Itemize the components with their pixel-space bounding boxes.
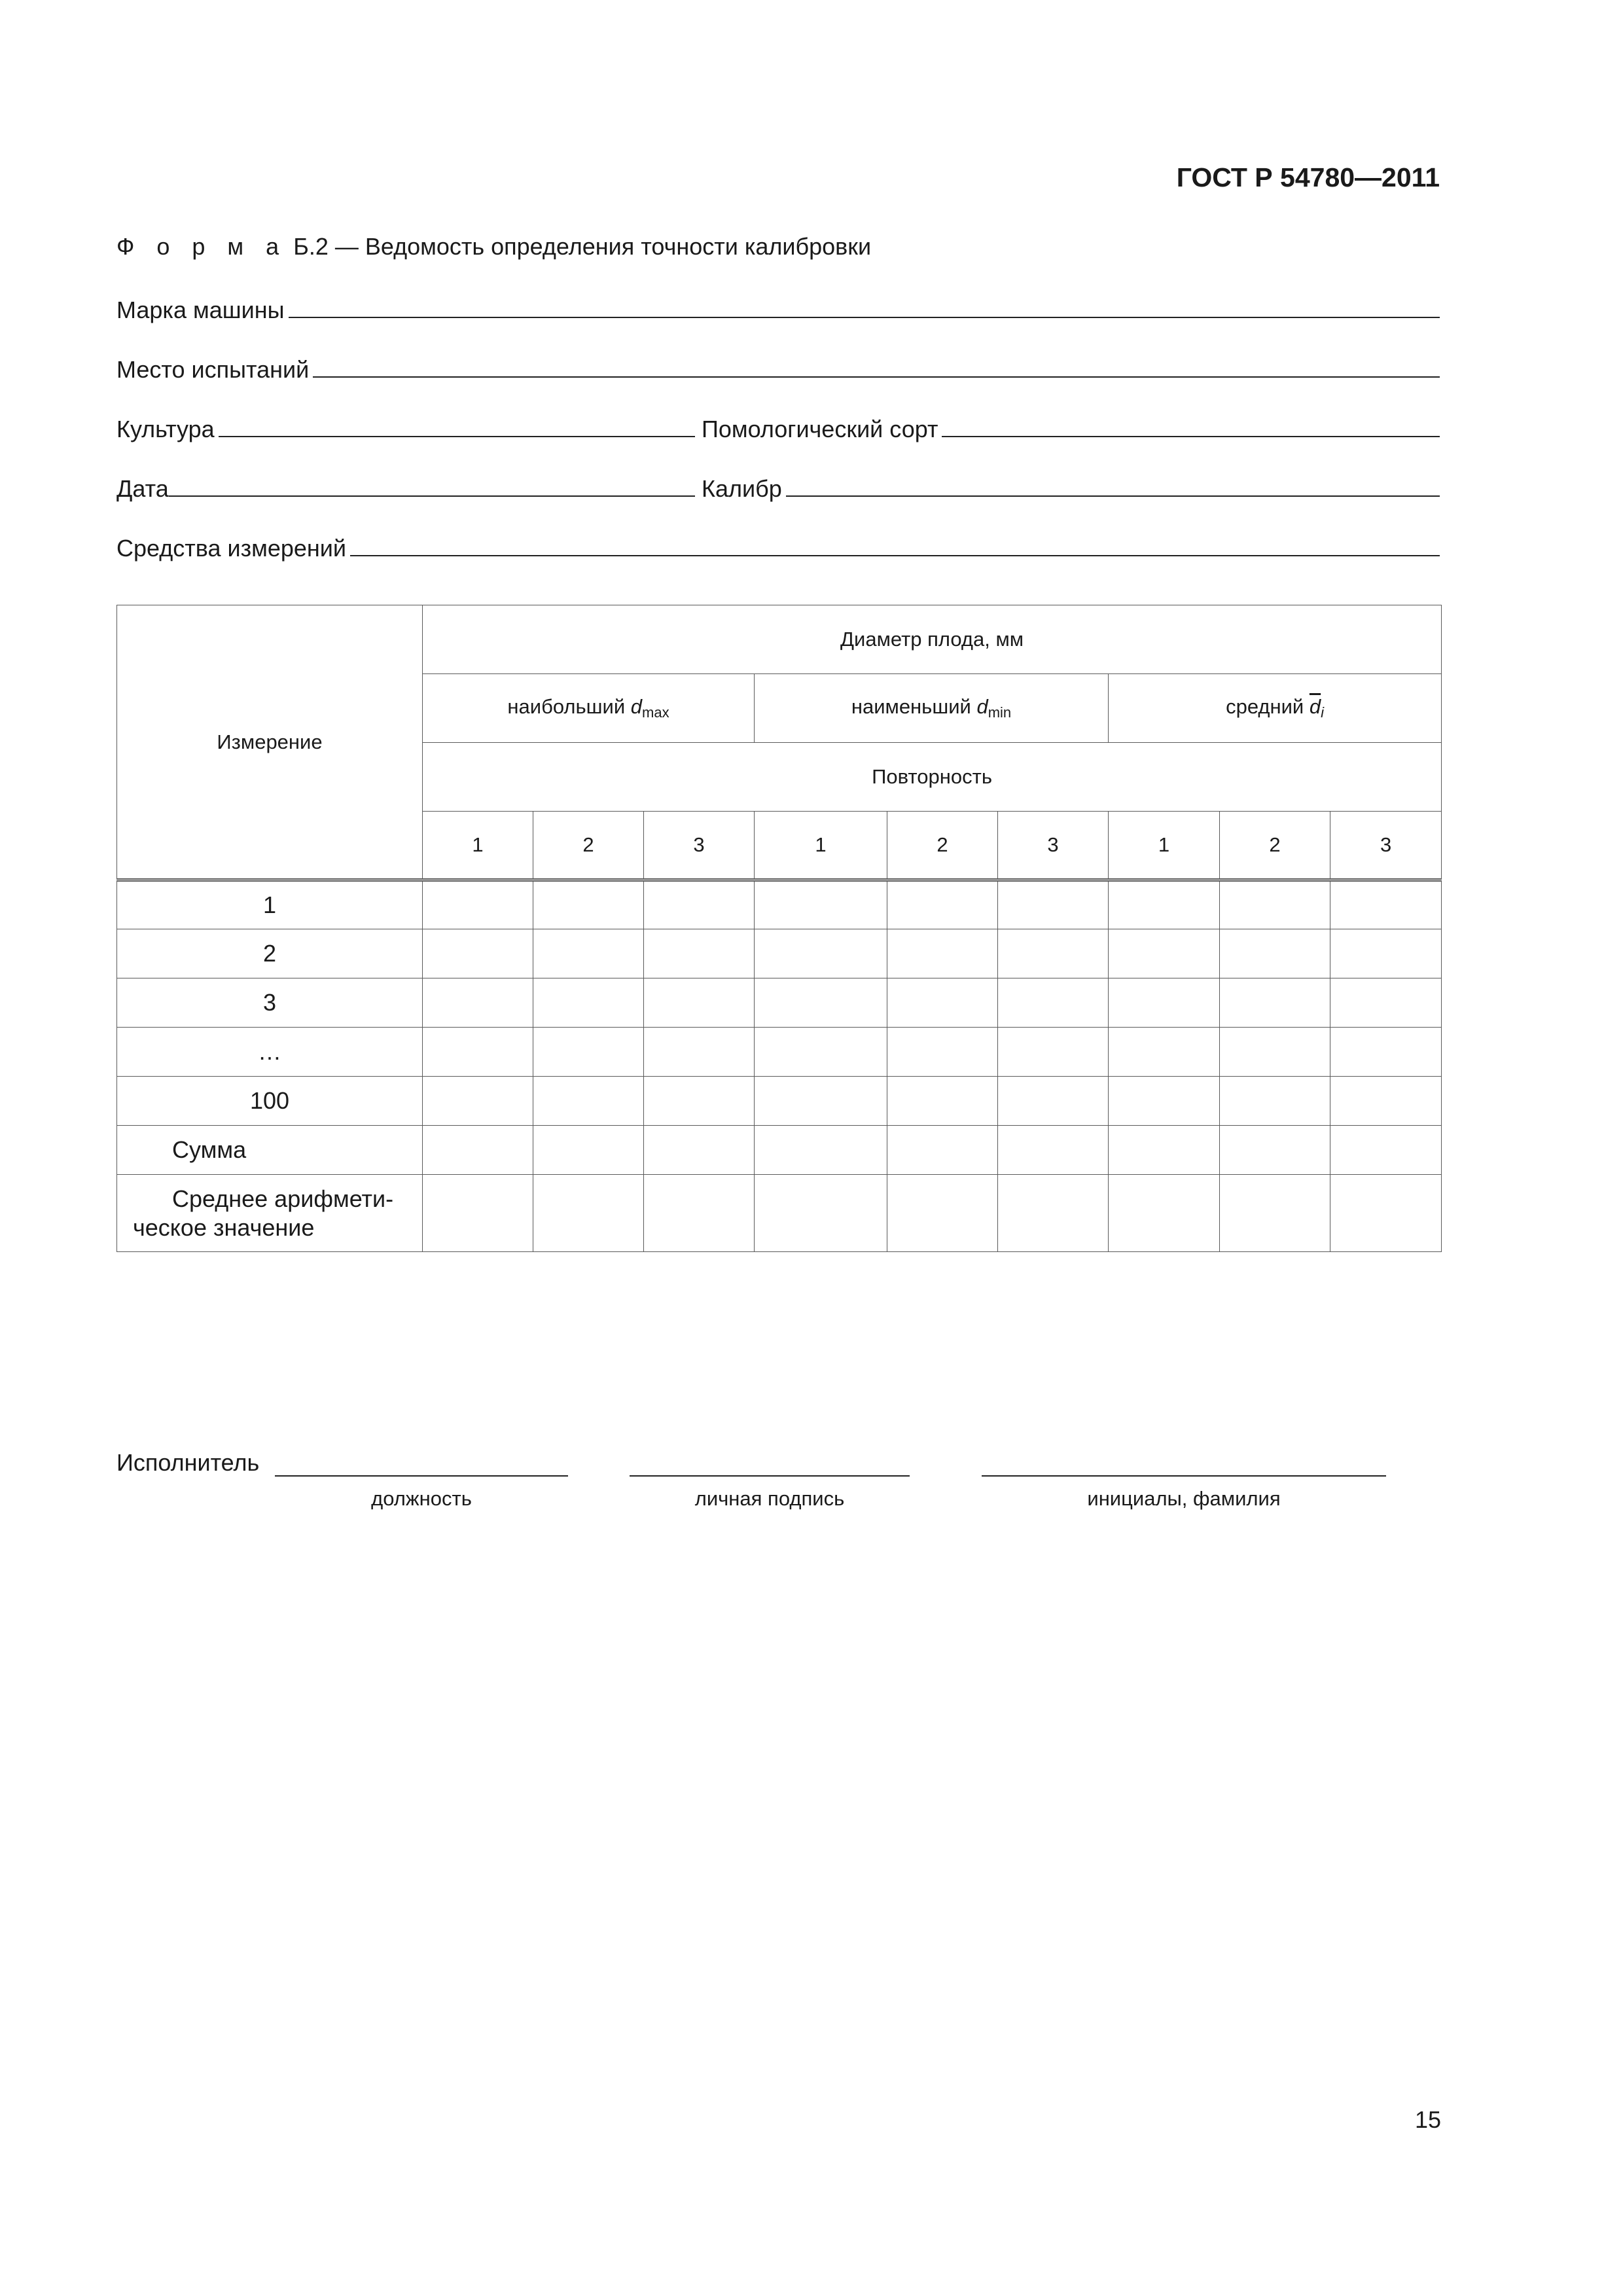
input-cell[interactable]: [755, 1077, 887, 1126]
rep-number: 3: [644, 812, 755, 880]
input-cell[interactable]: [1330, 929, 1442, 978]
input-cell[interactable]: [423, 880, 533, 929]
table-row-mean: [117, 1175, 1442, 1252]
input-cell[interactable]: [533, 1126, 644, 1175]
input-cell[interactable]: [1109, 1028, 1220, 1077]
input-cell[interactable]: [1330, 1175, 1442, 1252]
table-row: [117, 880, 1442, 929]
rep-number: 1: [423, 812, 533, 880]
input-cell[interactable]: [998, 1175, 1109, 1252]
row-label: 3: [117, 978, 423, 1028]
form-title-text: Б.2 — Ведомость определения точности калибровки: [287, 233, 872, 260]
input-cell[interactable]: [755, 929, 887, 978]
header-max: [423, 674, 755, 743]
row-label: …: [117, 1028, 423, 1077]
field-place-line: [313, 376, 1440, 378]
field-brand-line: [289, 317, 1440, 318]
field-variety-label: Помологический сорт: [702, 416, 938, 442]
executor-label: Исполнитель: [116, 1449, 260, 1476]
input-cell[interactable]: [1220, 1175, 1330, 1252]
header-avg-sub: i: [1321, 704, 1325, 721]
input-cell[interactable]: [1109, 1126, 1220, 1175]
input-cell[interactable]: [887, 1028, 998, 1077]
input-cell[interactable]: [533, 880, 644, 929]
header-min-label: наименьший: [851, 695, 971, 718]
input-cell[interactable]: [887, 1126, 998, 1175]
field-tools: [116, 528, 1440, 560]
input-cell[interactable]: [998, 1126, 1109, 1175]
input-cell[interactable]: [887, 1175, 998, 1252]
input-cell[interactable]: [755, 1175, 887, 1252]
input-cell[interactable]: [1330, 880, 1442, 929]
rep-number: 2: [1220, 812, 1330, 880]
input-cell[interactable]: [887, 880, 998, 929]
rep-number: 2: [533, 812, 644, 880]
field-brand-label: Марка машины: [116, 296, 285, 323]
input-cell[interactable]: [1109, 1175, 1220, 1252]
input-cell[interactable]: [644, 1126, 755, 1175]
input-cell[interactable]: [755, 978, 887, 1028]
input-cell[interactable]: [533, 929, 644, 978]
input-cell[interactable]: [1330, 1028, 1442, 1077]
field-culture: [116, 408, 695, 441]
input-cell[interactable]: [887, 929, 998, 978]
input-cell[interactable]: [644, 880, 755, 929]
rep-number: 2: [887, 812, 998, 880]
field-variety: [702, 408, 1440, 441]
form-title: [116, 233, 871, 260]
field-tools-label: Средства измерений: [116, 535, 347, 562]
field-date-label: Дата: [116, 475, 169, 502]
field-caliber: [702, 468, 1440, 501]
row-label: 2: [117, 929, 423, 978]
position-line: [275, 1475, 568, 1477]
input-cell[interactable]: [533, 1028, 644, 1077]
rep-number: 3: [1330, 812, 1442, 880]
input-cell[interactable]: [1109, 1077, 1220, 1126]
input-cell[interactable]: [998, 1077, 1109, 1126]
table-row: [117, 929, 1442, 978]
row-label: 100: [117, 1077, 423, 1126]
field-brand: [116, 289, 1440, 322]
rep-number: 1: [1109, 812, 1220, 880]
input-cell[interactable]: [887, 978, 998, 1028]
input-cell[interactable]: [1220, 1077, 1330, 1126]
input-cell[interactable]: [998, 880, 1109, 929]
input-cell[interactable]: [533, 978, 644, 1028]
input-cell[interactable]: [1220, 929, 1330, 978]
header-measurement: Измерение: [117, 605, 423, 880]
input-cell[interactable]: [1220, 1126, 1330, 1175]
header-avg-label: средний: [1226, 695, 1304, 718]
name-line: [982, 1475, 1386, 1477]
input-cell[interactable]: [998, 929, 1109, 978]
row-label-sum: Сумма: [117, 1126, 423, 1175]
header-avg-symbol: $\overline{d}$: [1309, 695, 1321, 718]
input-cell[interactable]: [1109, 978, 1220, 1028]
input-cell[interactable]: [423, 978, 533, 1028]
header-min-symbol: d: [976, 695, 988, 718]
input-cell[interactable]: [644, 1028, 755, 1077]
form-word: Ф о р м а: [116, 233, 287, 260]
input-cell[interactable]: [755, 880, 887, 929]
input-cell[interactable]: [1330, 1077, 1442, 1126]
calibration-table: [116, 605, 1442, 1252]
table-row: [117, 1028, 1442, 1077]
field-tools-line: [350, 555, 1440, 556]
page-number: 15: [1414, 2106, 1441, 2133]
input-cell[interactable]: [423, 929, 533, 978]
name-caption: инициалы, фамилия: [1087, 1487, 1281, 1510]
input-cell[interactable]: [423, 1028, 533, 1077]
field-date: [116, 468, 695, 501]
signature-caption: личная подпись: [694, 1487, 845, 1510]
input-cell[interactable]: [644, 978, 755, 1028]
input-cell[interactable]: [998, 978, 1109, 1028]
field-caliber-line: [786, 495, 1440, 497]
header-diameter: Диаметр плода, мм: [423, 605, 1442, 674]
header-min-sub: min: [988, 704, 1012, 721]
input-cell[interactable]: [533, 1077, 644, 1126]
input-cell[interactable]: [644, 1175, 755, 1252]
table-row: [117, 1077, 1442, 1126]
rep-number: 3: [998, 812, 1109, 880]
rep-number: 1: [755, 812, 887, 880]
header-max-symbol: d: [630, 695, 643, 718]
position-caption: должность: [371, 1487, 472, 1510]
table-row-sum: [117, 1126, 1442, 1175]
input-cell[interactable]: [1330, 1126, 1442, 1175]
field-caliber-label: Калибр: [702, 475, 782, 502]
table-row: [117, 978, 1442, 1028]
input-cell[interactable]: [998, 1028, 1109, 1077]
field-culture-label: Культура: [116, 416, 215, 442]
input-cell[interactable]: [644, 929, 755, 978]
row-label: 1: [117, 880, 423, 929]
input-cell[interactable]: [644, 1077, 755, 1126]
input-cell[interactable]: [1330, 978, 1442, 1028]
input-cell[interactable]: [887, 1077, 998, 1126]
header-min: [755, 674, 1109, 743]
input-cell[interactable]: [755, 1126, 887, 1175]
header-avg: [1109, 674, 1442, 743]
input-cell[interactable]: [755, 1028, 887, 1077]
input-cell[interactable]: [533, 1175, 644, 1252]
field-culture-line: [219, 436, 695, 437]
input-cell[interactable]: [1220, 1028, 1330, 1077]
input-cell[interactable]: [423, 1077, 533, 1126]
input-cell[interactable]: [423, 1126, 533, 1175]
header-max-sub: max: [642, 704, 669, 721]
input-cell[interactable]: [1220, 880, 1330, 929]
header-repeatability: Повторность: [423, 743, 1442, 812]
row-label-mean: Среднее арифмети-ческое значение: [117, 1175, 423, 1252]
standard-number: ГОСТ Р 54780—2011: [1176, 162, 1440, 192]
input-cell[interactable]: [1109, 880, 1220, 929]
input-cell[interactable]: [423, 1175, 533, 1252]
input-cell[interactable]: [1109, 929, 1220, 978]
header-max-label: наибольший: [507, 695, 626, 718]
input-cell[interactable]: [1220, 978, 1330, 1028]
signature-line: [630, 1475, 910, 1477]
field-variety-line: [942, 436, 1440, 437]
field-date-line: [169, 495, 695, 497]
field-place: [116, 349, 1440, 382]
field-place-label: Место испытаний: [116, 356, 310, 383]
